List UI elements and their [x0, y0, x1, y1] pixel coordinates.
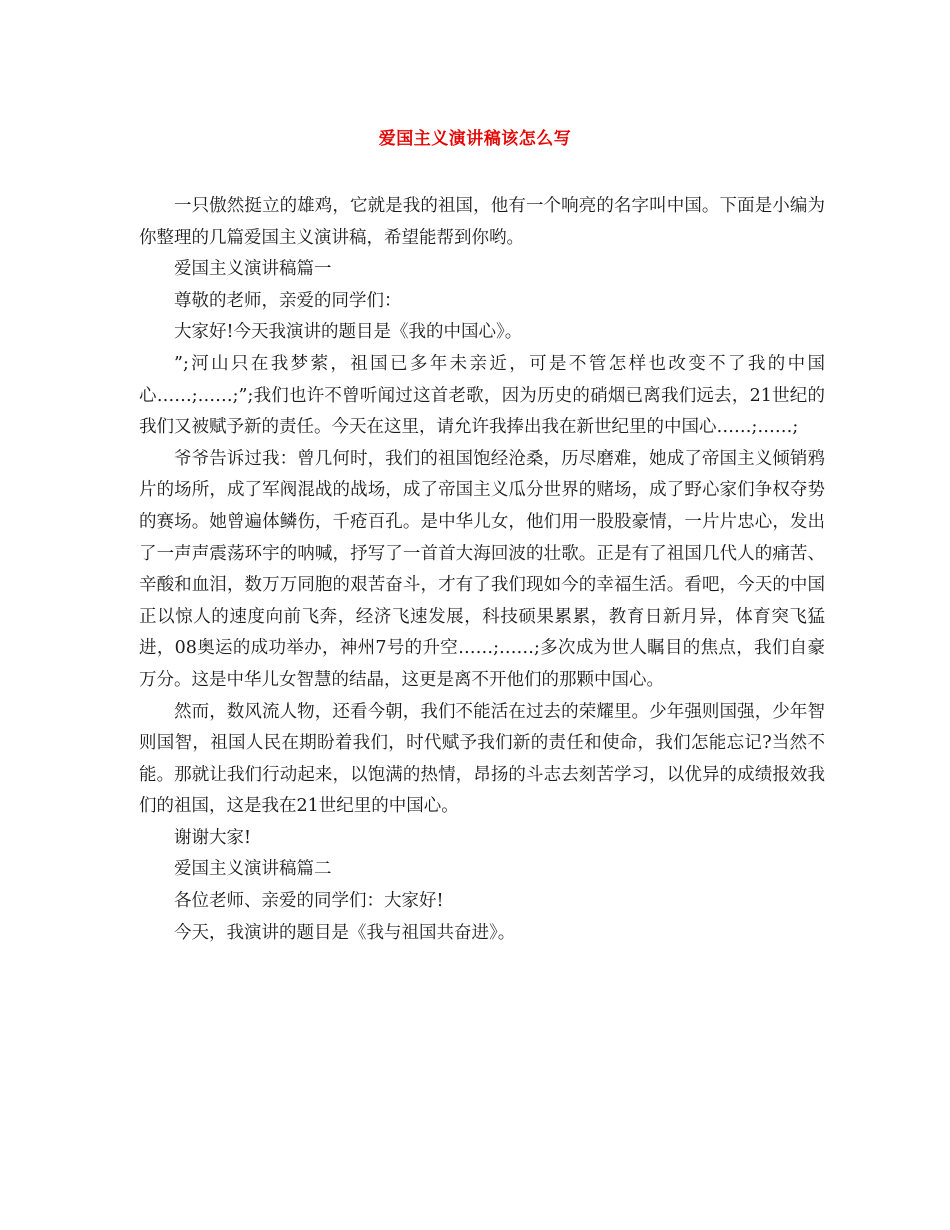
salutation: 尊敬的老师，亲爱的同学们：	[174, 290, 402, 311]
salutation-two: 各位老师、亲爱的同学们：大家好!	[174, 891, 444, 912]
document-body	[139, 191, 825, 949]
topic-paragraph: 今天，我演讲的题目是《我与祖国共奋进》。	[174, 922, 516, 943]
song-paragraph: ”;河山只在我梦萦，祖国已多年未亲近，可是不管怎样也改变不了我的中国心……;……;”;我们也许不曾听闻过这首老歌，因为历史的硝烟已离我们远去，21世纪的我们又被赋予新的责任。今天在这里，请允许我捧出我在新世纪里的中国心……;……;	[139, 353, 825, 438]
section-heading-one: 爱国主义演讲稿篇一	[174, 259, 332, 280]
greeting-paragraph: 大家好!今天我演讲的题目是《我的中国心》。	[174, 322, 523, 343]
document-title: 爱国主义演讲稿该怎么写	[378, 129, 572, 149]
intro-paragraph: 一只傲然挺立的雄鸡，它就是我的祖国，他有一个响亮的名字叫中国。下面是小编为你整理的几篇爱国主义演讲稿，希望能帮到你哟。	[139, 196, 825, 248]
thanks-paragraph: 谢谢大家!	[174, 827, 252, 848]
section-heading-two: 爱国主义演讲稿篇二	[174, 859, 332, 880]
youth-paragraph: 然而，数风流人物，还看今朝，我们不能活在过去的荣耀里。少年强则国强，少年智则国智，祖国人民在期盼着我们，时代赋予我们新的责任和使命，我们怎能忘记?当然不能。那就让我们行动起来，以饱满的热情，昂扬的斗志去刻苦学习，以优异的成绩报效我们的祖国，这是我在21世纪里的中国心。	[139, 701, 825, 817]
history-paragraph: 爷爷告诉过我：曾几何时，我们的祖国饱经沧桑，历尽磨难，她成了帝国主义倾销鸦片的场所，成了军阀混战的战场，成了帝国主义瓜分世界的赌场，成了野心家们争权夺势的赛场。她曾遍体鳞伤，千疮百孔。是中华儿女，他们用一股股豪情，一片片忠心，发出了一声声震荡环宇的呐喊，抒写了一首首大海回波的壮歌。正是有了祖国几代人的痛苦、辛酸和血泪，数万万同胞的艰苦奋斗，才有了我们现如今的幸福生活。看吧，今天的中国正以惊人的速度向前飞奔，经济飞速发展，科技硕果累累，教育日新月异，体育突飞猛进，08奥运的成功举办，神州7号的升空……;……;多次成为世人瞩目的焦点，我们自豪万分。这是中华儿女智慧的结晶，这更是离不开他们的那颗中国心。	[139, 448, 825, 690]
